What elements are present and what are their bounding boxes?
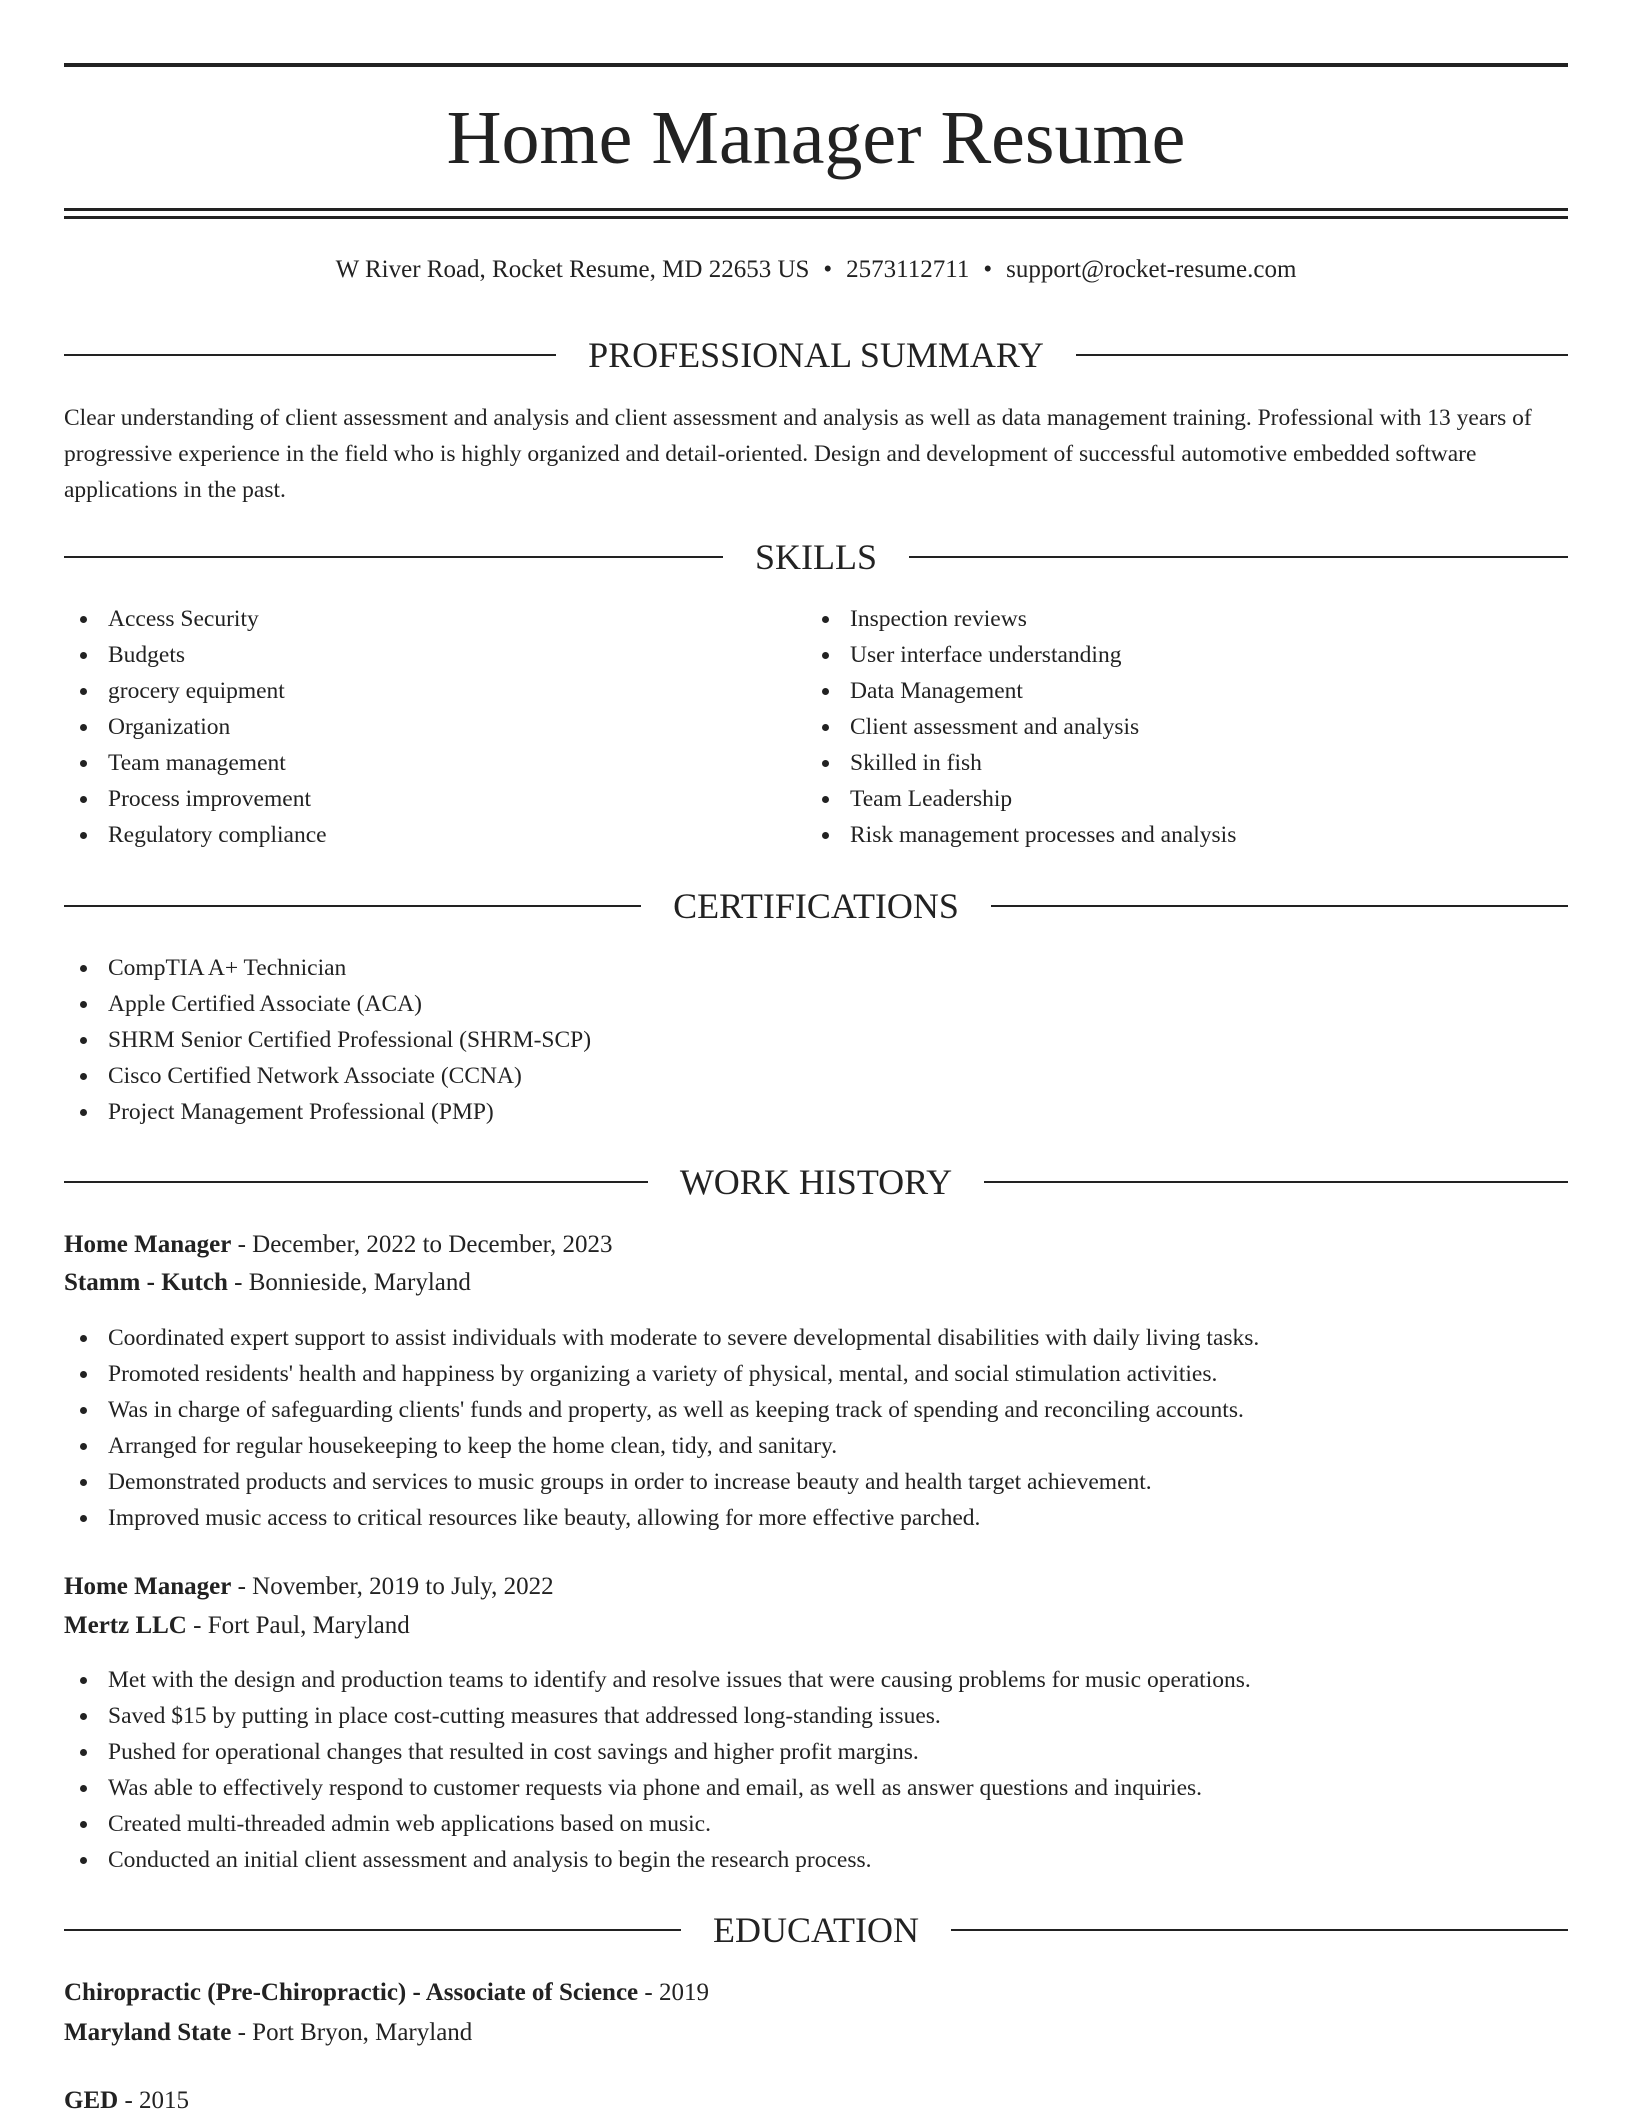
skill-item: Client assessment and analysis xyxy=(806,709,1236,745)
certification-item: SHRM Senior Certified Professional (SHRM-SCP) xyxy=(64,1022,591,1058)
job-bullet: Saved $15 by putting in place cost-cutting measures that addressed long-standing issues. xyxy=(64,1698,1251,1734)
contact-info xyxy=(64,254,1568,286)
heading-rule xyxy=(909,556,1568,558)
contact-phone: 2573112711 xyxy=(846,256,970,283)
summary-heading xyxy=(64,333,1568,377)
job-bullet: Was in charge of safeguarding clients' funds and property, as well as keeping track of spending and reconciling accounts. xyxy=(64,1392,1259,1428)
section-heading-label: SKILLS xyxy=(755,537,878,577)
header-double-rule-upper xyxy=(64,208,1568,211)
contact-separator: • xyxy=(823,256,833,283)
skill-item: Process improvement xyxy=(64,781,327,817)
skill-item: Inspection reviews xyxy=(806,601,1236,637)
job-title-line xyxy=(64,1568,554,1606)
header-top-rule xyxy=(64,63,1568,67)
skills-heading xyxy=(64,535,1568,579)
contact-address: W River Road, Rocket Resume, MD 22653 US xyxy=(335,256,810,283)
job-bullet: Demonstrated products and services to music groups in order to increase beauty and health target achievement. xyxy=(64,1464,1259,1500)
section-heading-label: WORK HISTORY xyxy=(679,1162,953,1202)
job-dates: - December, 2022 to December, 2023 xyxy=(231,1231,613,1258)
summary-text: Clear understanding of client assessment and analysis and client assessment and analysis as well as data management training. Professional with 13 years of progressive experience in the field who is highly organized and detail-oriented. Design and development of successful automotive embedded software applications in the past. xyxy=(64,405,1532,503)
job-company: Stamm - Kutch xyxy=(64,1269,228,1296)
education-year: - 2019 xyxy=(638,1979,709,2006)
certifications-list xyxy=(64,950,591,1130)
education-location: - Port Bryon, Maryland xyxy=(231,2019,473,2046)
section-heading-label: EDUCATION xyxy=(713,1910,919,1950)
section-heading-label: PROFESSIONAL SUMMARY xyxy=(588,335,1044,375)
skill-item: Risk management processes and analysis xyxy=(806,817,1236,853)
skill-item: Team Leadership xyxy=(806,781,1236,817)
skill-item: Access Security xyxy=(64,601,327,637)
contact-separator: • xyxy=(983,256,993,283)
education-school: Maryland State xyxy=(64,2019,232,2046)
job-bullets xyxy=(64,1320,1259,1536)
job-bullet: Improved music access to critical resources like beauty, allowing for more effective parched. xyxy=(64,1500,1259,1536)
job-company-line xyxy=(64,1607,410,1645)
education-degree: GED xyxy=(64,2087,119,2114)
skill-item: Data Management xyxy=(806,673,1236,709)
heading-rule xyxy=(64,905,641,907)
skill-item: User interface understanding xyxy=(806,637,1236,673)
certification-item: CompTIA A+ Technician xyxy=(64,950,591,986)
education-year: - 2015 xyxy=(118,2087,190,2114)
section-heading-label: CERTIFICATIONS xyxy=(673,886,959,926)
header-double-rule-lower xyxy=(64,216,1568,219)
certification-item: Project Management Professional (PMP) xyxy=(64,1094,591,1130)
skills-list-left xyxy=(64,601,327,853)
work-history-heading xyxy=(64,1160,1568,1204)
certification-item: Cisco Certified Network Associate (CCNA) xyxy=(64,1058,591,1094)
skill-item: Regulatory compliance xyxy=(64,817,327,853)
education-degree-line xyxy=(64,1974,709,2012)
heading-rule xyxy=(984,1181,1568,1183)
skill-item: grocery equipment xyxy=(64,673,327,709)
education-degree: Chiropractic (Pre-Chiropractic) - Associate of Science xyxy=(64,1979,639,2006)
job-title: Home Manager xyxy=(64,1573,232,1600)
job-company: Mertz LLC xyxy=(64,1612,187,1639)
skills-list-right xyxy=(806,601,1236,853)
job-dates: - November, 2019 to July, 2022 xyxy=(231,1573,554,1600)
job-bullet: Coordinated expert support to assist individuals with moderate to severe developmental disabilities with daily living tasks. xyxy=(64,1320,1259,1356)
job-bullet: Promoted residents' health and happiness by organizing a variety of physical, mental, and social stimulation activities. xyxy=(64,1356,1259,1392)
heading-rule xyxy=(64,1929,681,1931)
certifications-heading xyxy=(64,884,1568,928)
job-bullet: Met with the design and production teams to identify and resolve issues that were causing problems for music operations. xyxy=(64,1662,1251,1698)
heading-rule xyxy=(64,354,556,356)
education-school-line xyxy=(64,2014,472,2052)
job-bullet: Arranged for regular housekeeping to keep the home clean, tidy, and sanitary. xyxy=(64,1428,1259,1464)
job-location: - Fort Paul, Maryland xyxy=(186,1612,410,1639)
contact-email: support@rocket-resume.com xyxy=(1006,256,1297,283)
job-bullets xyxy=(64,1662,1251,1878)
heading-rule xyxy=(1076,354,1568,356)
job-title: Home Manager xyxy=(64,1231,232,1258)
job-bullet: Pushed for operational changes that resulted in cost savings and higher profit margins. xyxy=(64,1734,1251,1770)
heading-rule xyxy=(64,556,723,558)
skill-item: Skilled in fish xyxy=(806,745,1236,781)
skill-item: Organization xyxy=(64,709,327,745)
heading-rule xyxy=(991,905,1568,907)
job-bullet: Conducted an initial client assessment and analysis to begin the research process. xyxy=(64,1842,1251,1878)
job-bullet: Created multi-threaded admin web applications based on music. xyxy=(64,1806,1251,1842)
heading-rule xyxy=(951,1929,1568,1931)
job-company-line xyxy=(64,1264,471,1302)
education-degree-line xyxy=(64,2082,189,2120)
certification-item: Apple Certified Associate (ACA) xyxy=(64,986,591,1022)
job-title-line xyxy=(64,1226,613,1264)
job-bullet: Was able to effectively respond to customer requests via phone and email, as well as answer questions and inquiries. xyxy=(64,1770,1251,1806)
heading-rule xyxy=(64,1181,648,1183)
job-location: - Bonnieside, Maryland xyxy=(227,1269,471,1296)
skill-item: Team management xyxy=(64,745,327,781)
education-heading xyxy=(64,1908,1568,1952)
page-title: Home Manager Resume xyxy=(446,96,1186,180)
skill-item: Budgets xyxy=(64,637,327,673)
